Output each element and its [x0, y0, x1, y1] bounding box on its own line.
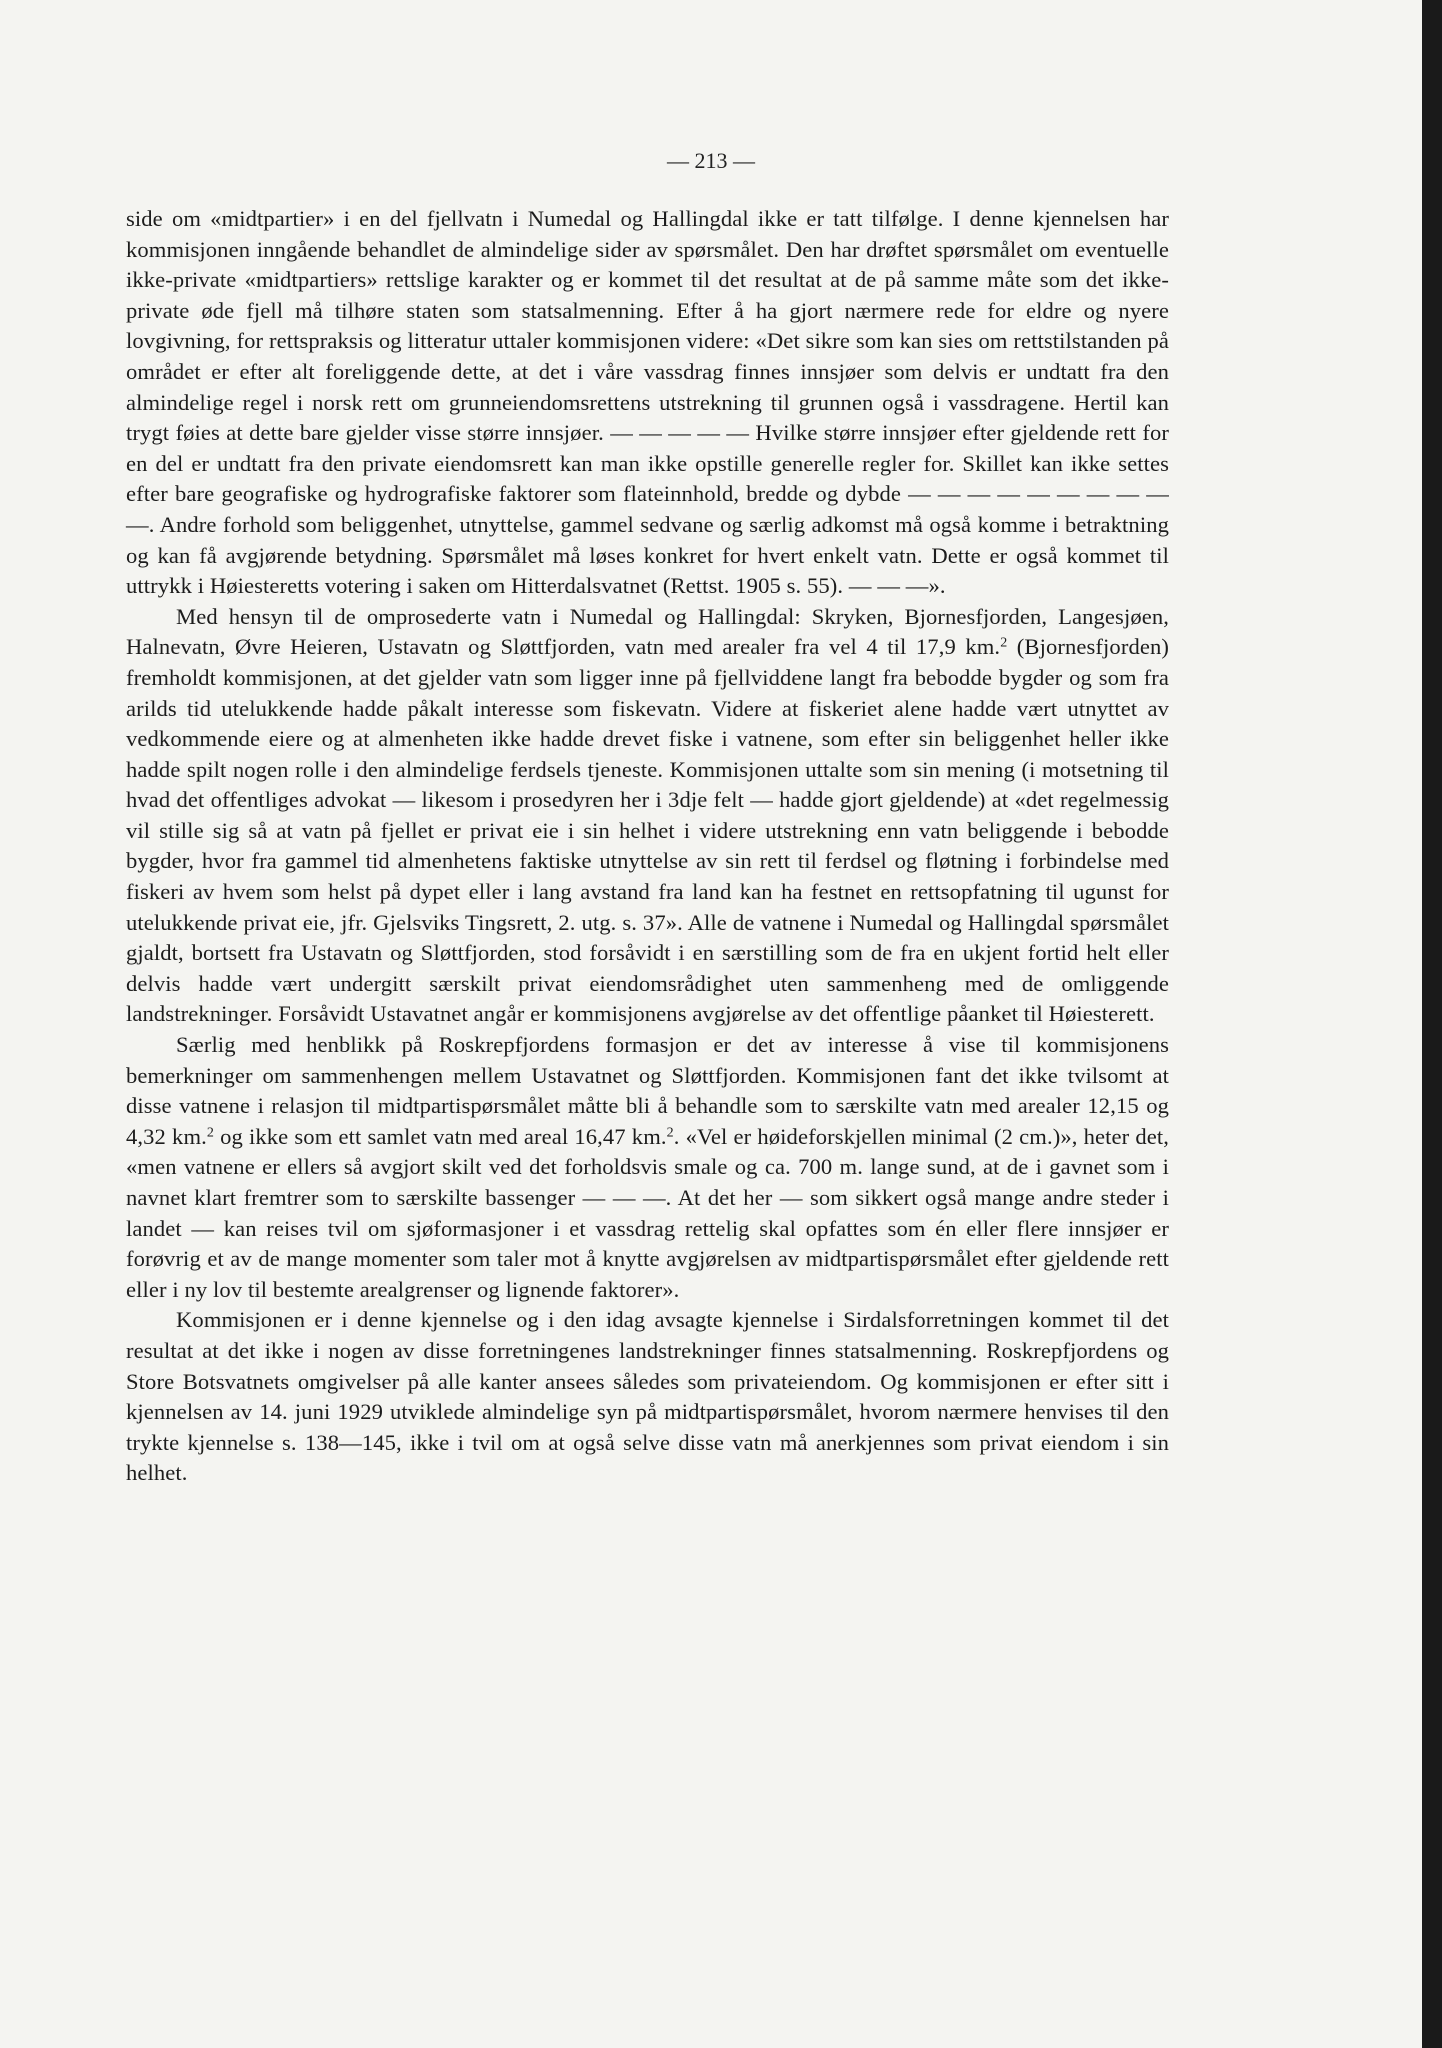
paragraph: [126, 1030, 1169, 1305]
superscript: 2: [1000, 635, 1008, 651]
page-number: — 213 —: [667, 148, 755, 173]
text-run: Kommisjonen er i denne kjennelse og i den idag avsagte kjennelse i Sirdalsforretningen kommet til det resultat at det ikke i nogen av disse forretningenes landstrekninger finnes statsalmenning. Roskrepfjordens og Store Botsvatnets omgivelser på alle kanter ansees således som privateiendom. Og kommisjonen er efter sitt i kjennelsen av 14. juni 1929 utviklede almindelige syn på midtpartispørsmålet, hvorom nærmere henvises til den trykte kjennelse s. 138—145, ikke i tvil om at også selve disse vatn må anerkjennes som privat eiendom i sin helhet.: [126, 1307, 1169, 1486]
superscript: 2: [666, 1125, 674, 1141]
paragraph: [126, 602, 1169, 1030]
text-run: (Bjornesfjorden) fremholdt kommisjonen, at det gjelder vatn som ligger inne på fjellviddene langt fra bebodde bygder og som fra arilds tid utelukkende hadde påkalt interesse som fiskevatn. Videre at fiskeriet alene hadde vært utnyttet av vedkommende eiere og at almenheten ikke hadde drevet fiske i vatnene, som efter sin beliggenhet heller ikke hadde spilt nogen rolle i den almindelige ferdsels tjeneste. Kommisjonen uttalte som sin mening (i motsetning til hvad det offentliges advokat — likesom i prosedyren her i 3dje felt — hadde gjort gjeldende) at «det regelmessig vil stille sig så at vatn på fjellet er privat eie i sin helhet i videre utstrekning enn vatn beliggende i bebodde bygder, hvor fra gammel tid almenhetens faktiske utnyttelse av sin rett til ferdsel og fløtning i forbindelse med fiskeri av hvem som helst på dypet eller i lang avstand fra land kan ha festnet en rettsopfatning til ugunst for utelukkende privat eie, jfr. Gjelsviks Tingsrett, 2. utg. s. 37». Alle de vatnene i Numedal og Hallingdal spørsmålet gjaldt, bortsett fra Ustavatn og Sløttfjorden, stod forsåvidt i en særstilling som de fra en ukjent fortid helt eller delvis hadde vært undergitt særskilt privat eiendomsrådighet uten sammenheng med de omliggende landstrekninger. Forsåvidt Ustavatnet angår er kommisjonens avgjørelse av det offentlige påanket til Høiesterett.: [126, 634, 1169, 1027]
body-text: [126, 204, 1169, 1489]
text-run: Særlig med henblikk på Roskrepfjordens formasjon er det av interesse å vise til kommisjonens bemerkninger om sammenhengen mellem Ustavatnet og Sløttfjorden. Kommisjonen fant det ikke tvilsomt at disse vatnene i relasjon til midtpartispørsmålet måtte bli å behandle som to særskilte vatn med arealer 12,15 og 4,32 km.: [126, 1032, 1169, 1149]
paragraph: [126, 204, 1169, 602]
superscript: 2: [206, 1125, 214, 1141]
paragraph: [126, 1305, 1169, 1489]
text-run: og ikke som ett samlet vatn med areal 16,47 km.: [213, 1123, 667, 1149]
text-run: . «Vel er høideforskjellen minimal (2 cm.)», heter det, «men vatnene er ellers så avgjort skilt ved det forholdsvis smale og ca. 700 m. lange sund, at de i gavnet som i navnet klart fremtrer som to særskilte bassenger — — —. At det her — som sikkert også mange andre steder i landet — kan reises tvil om sjøformasjoner i et vassdrag rettelig skal opfattes som én eller flere innsjøer er forøvrig et av de mange momenter som taler mot å knytte avgjørelsen av midtpartispørsmålet efter gjeldende rett eller i ny lov til bestemte arealgrenser og lignende faktorer».: [126, 1123, 1169, 1302]
text-run: side om «midtpartier» i en del fjellvatn i Numedal og Hallingdal ikke er tatt tilfølge. I denne kjennelsen har kommisjonen inngående behandlet de almindelige sider av spørsmålet. Den har drøftet spørsmålet om eventuelle ikke-private «midtpartiers» rettslige karakter og er kommet til det resultat at de på samme måte som det ikke-private øde fjell må tilhøre staten som statsalmenning. Efter å ha gjort nærmere rede for eldre og nyere lovgivning, for rettspraksis og litteratur uttaler kommisjonen videre: «Det sikre som kan sies om rettstilstanden på området er efter alt foreliggende dette, at det i våre vassdrag finnes innsjøer som delvis er undtatt fra den almindelige regel i norsk rett om grunneiendomsrettens utstrekning til grunnen også i vassdragene. Hertil kan trygt føies at dette bare gjelder visse større innsjøer. — — — — — Hvilke større innsjøer efter gjeldende rett for en del er undtatt fra den private eiendomsrett kan man ikke opstille generelle regler for. Skillet kan ikke settes efter bare geografiske og hydrografiske faktorer som flateinnhold, bredde og dybde — — — — — — — — — —. Andre forhold som beliggenhet, utnyttelse, gammel sedvane og særlig adkomst må også komme i betraktning og kan få avgjørende betydning. Spørsmålet må løses konkret for hvert enkelt vatn. Dette er også kommet til uttrykk i Høiesteretts votering i saken om Hitterdalsvatnet (Rettst. 1905 s. 55). — — —».: [126, 206, 1169, 599]
text-run: Med hensyn til de omprosederte vatn i Numedal og Hallingdal: Skryken, Bjornesfjorden, Langesjøen, Halnevatn, Øvre Heieren, Ustavatn og Sløttfjorden, vatn med arealer fra vel 4 til 17,9 km.: [126, 603, 1169, 660]
